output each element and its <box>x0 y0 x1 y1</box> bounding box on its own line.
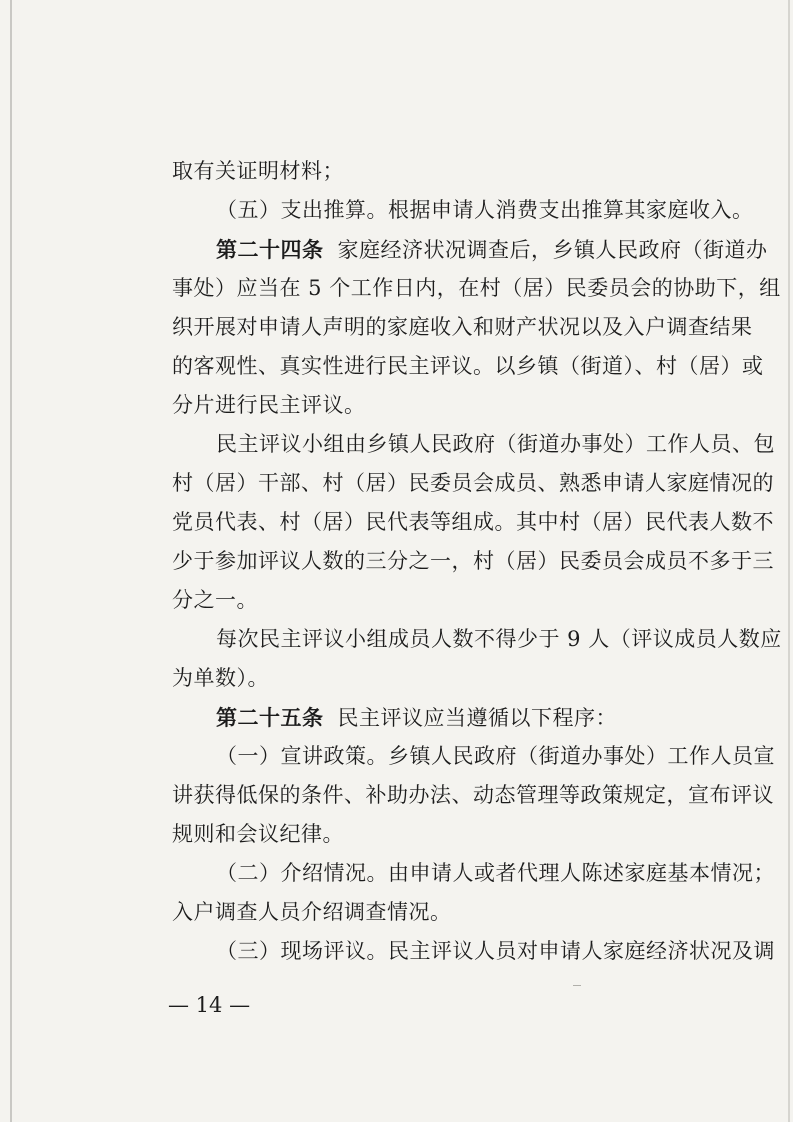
text-line <box>172 620 782 659</box>
text-line <box>172 308 752 347</box>
scan-edge-right <box>788 0 790 1122</box>
line-text: （二）介绍情况。由申请人或者代理人陈述家庭基本情况； <box>216 861 775 885</box>
text-line <box>172 503 774 542</box>
line-text: 织开展对申请人声明的家庭收入和财产状况以及入户调查结果 <box>172 315 753 339</box>
line-text: 分之一。 <box>172 588 258 612</box>
page-number: — 14 — <box>168 993 251 1017</box>
line-text: （三）现场评议。民主评议人员对申请人家庭经济状况及调 <box>216 939 775 963</box>
line-text: 事处）应当在 5 个工作日内，在村（居）民委员会的协助下，组 <box>172 276 781 300</box>
line-text: 取有关证明材料； <box>172 159 344 183</box>
text-line <box>172 152 752 191</box>
text-line <box>172 659 752 698</box>
text-line <box>172 542 774 581</box>
text-line <box>172 191 752 230</box>
article-number: 第二十五条 <box>216 705 324 730</box>
article-25-heading-line <box>172 698 752 737</box>
line-text: 民主评议小组由乡镇人民政府（街道办事处）工作人员、包 <box>216 432 775 456</box>
text-line <box>172 269 781 308</box>
line-text: （五）支出推算。根据申请人消费支出推算其家庭收入。 <box>216 198 754 222</box>
scan-speck <box>573 985 581 986</box>
document-body <box>172 152 782 971</box>
text-line <box>172 893 752 932</box>
line-text: 民主评议应当遵循以下程序： <box>337 706 617 730</box>
line-text: 党员代表、村（居）民代表等组成。其中村（居）民代表人数不 <box>172 510 774 534</box>
text-line <box>172 386 752 425</box>
text-line <box>172 932 775 971</box>
line-text: 少于参加评议人数的三分之一，村（居）民委员会成员不多于三 <box>172 549 774 573</box>
line-text: 分片进行民主评议。 <box>172 393 366 417</box>
line-text: 为单数）。 <box>172 666 269 690</box>
line-text: （一）宣讲政策。乡镇人民政府（街道办事处）工作人员宣 <box>216 744 775 768</box>
line-text: 讲获得低保的条件、补助办法、动态管理等政策规定，宣布评议 <box>172 783 774 807</box>
text-line <box>172 854 775 893</box>
line-text: 入户调查人员介绍调查情况。 <box>172 900 452 924</box>
text-line <box>172 815 752 854</box>
text-line <box>172 776 774 815</box>
line-text: 的客观性、真实性进行民主评议。以乡镇（街道）、村（居）或 <box>172 354 764 378</box>
text-line <box>172 464 774 503</box>
line-text: 村（居）干部、村（居）民委员会成员、熟悉申请人家庭情况的 <box>172 471 774 495</box>
text-line <box>172 737 775 776</box>
line-text: 家庭经济状况调查后，乡镇人民政府（街道办 <box>337 238 768 262</box>
text-line <box>172 347 764 386</box>
line-text: 规则和会议纪律。 <box>172 822 344 846</box>
text-line <box>172 581 752 620</box>
line-text: 每次民主评议小组成员人数不得少于 9 人（评议成员人数应 <box>216 627 782 651</box>
article-24-heading-line <box>172 230 768 269</box>
scan-edge-left <box>10 0 12 1122</box>
text-line <box>172 425 775 464</box>
article-number: 第二十四条 <box>216 237 324 262</box>
